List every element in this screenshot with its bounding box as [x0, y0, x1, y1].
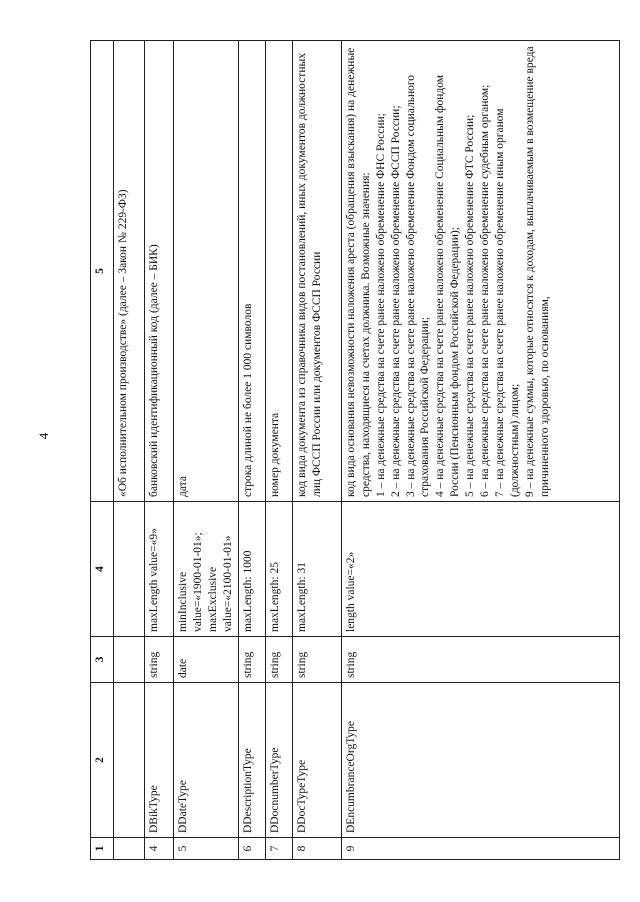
table-row [292, 41, 341, 860]
row-number: 9 [341, 838, 619, 860]
type-name: DDescriptionType [238, 683, 265, 838]
row-number: 5 [174, 838, 239, 860]
table-row [174, 41, 239, 860]
option-item: 5 – на денежные средства на счете ранее наложено обременение ФТС России; [464, 114, 477, 497]
restriction: maxLength: 1000 [238, 502, 265, 637]
type-name [114, 683, 145, 838]
table-row [238, 41, 265, 860]
row-number: 7 [265, 838, 292, 860]
base-type: string [341, 637, 619, 683]
description: дата [174, 41, 239, 502]
type-name: DBikType [145, 683, 174, 838]
restriction: minInclusive value=«1900-01-01»; maxExclusive value=«2100-01-01» [174, 502, 239, 637]
header-cell: 5 [91, 41, 114, 502]
description: «Об исполнительном производстве» (далее – Закон № 229-ФЗ) [114, 41, 145, 502]
row-number: 4 [145, 838, 174, 860]
option-item: 3 – на денежные средства на счете ранее наложено обременение Фондом социального страхования Российской Федерации; [404, 74, 432, 497]
header-cell: 1 [91, 838, 114, 860]
data-types-table [90, 40, 620, 860]
description: строка длиной не более 1 000 символов [238, 41, 265, 502]
table-row [145, 41, 174, 860]
restriction: maxLength value=«9» [145, 502, 174, 637]
description: номер документа [265, 41, 292, 502]
base-type [114, 637, 145, 683]
restriction: maxLength: 31 [292, 502, 341, 637]
option-item: 2 – на денежные средства на счете ранее наложено обременение ФССП России; [389, 105, 402, 497]
description: банковский идентификационный код (далее – БИК) [145, 41, 174, 502]
header-row [91, 41, 114, 860]
description-cell [341, 41, 619, 502]
option-item: 6 – на денежные средства на счете ранее наложено обременение судебным органом; [479, 84, 492, 497]
description: код вида основания невозможности наложения ареста (обращения взыскания) на денежные средства, находящиеся на счетах должника. Возможные значения: [344, 47, 372, 497]
table-row [265, 41, 292, 860]
base-type: date [174, 637, 239, 683]
type-name: DDocnumberType [265, 683, 292, 838]
base-type: string [292, 637, 341, 683]
type-name: DEncumbranceOrgType [341, 683, 619, 838]
description: код вида документа из справочника видов постановлений, иных документов должностных лиц ФССП России или документов ФССП России [292, 41, 341, 502]
type-name: DDocTypeType [292, 683, 341, 838]
rotated-page [90, 40, 620, 860]
header-cell: 2 [91, 683, 114, 838]
header-cell: 3 [91, 637, 114, 683]
restriction: length value=«2» [341, 502, 619, 637]
restriction: maxLength: 25 [265, 502, 292, 637]
row-number: 6 [238, 838, 265, 860]
base-type: string [238, 637, 265, 683]
type-name: DDateType [174, 683, 239, 838]
row-number: 8 [292, 838, 341, 860]
table-row [341, 41, 619, 860]
row-number [114, 838, 145, 860]
base-type: string [145, 637, 174, 683]
option-item: 7 – на денежные средства на счете ранее наложено обременение иным органом (должностным) лицом; [494, 108, 522, 497]
option-item: 4 – на денежные средства на счете ранее наложено обременение Социальным фондом России (Пенсионным фондом Российской Федерации); [434, 74, 462, 497]
header-cell: 4 [91, 502, 114, 637]
option-item: 1 – на денежные средства на счете ранее наложено обременение ФНС России; [374, 113, 387, 497]
base-type: string [265, 637, 292, 683]
page-number: 4 [36, 432, 51, 440]
restriction [114, 502, 145, 637]
table-row [114, 41, 145, 860]
option-item: 9 – на денежные суммы, которые относятся к доходам, выплачиваемым в возмещение вреда причиненного здоровью, по основаниям, [524, 46, 551, 497]
